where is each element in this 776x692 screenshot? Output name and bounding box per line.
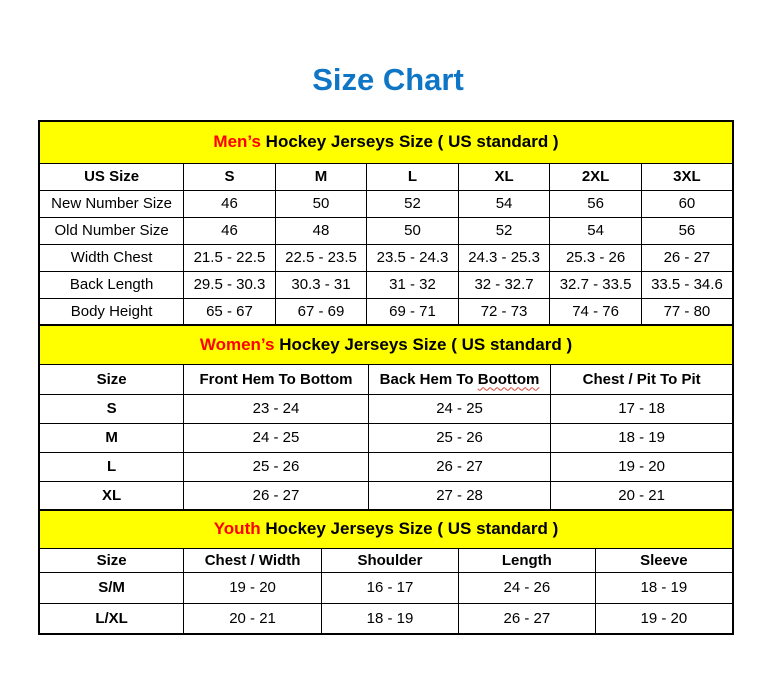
row-label: S/M [39,572,184,603]
table-row [39,452,733,481]
table-cell: 23 - 24 [184,394,369,423]
table-cell: 46 [184,217,276,244]
table-cell: 32 - 32.7 [458,271,550,298]
table-row [39,190,733,217]
spellcheck-squiggle-word: Boottom [477,370,540,388]
table-cell: 65 - 67 [184,298,276,325]
table-cell: 25 - 26 [184,452,369,481]
table-cell: 22.5 - 23.5 [275,244,367,271]
row-label: L/XL [39,603,184,634]
mens-section-highlight: Men’s [213,132,261,152]
youth-section-rest: Hockey Jerseys Size ( US standard ) [260,519,559,539]
womens-column-header-row [39,364,733,394]
row-label: Old Number Size [39,217,184,244]
youth-column-header-row [39,548,733,572]
column-header: Sleeve [595,548,733,572]
table-row [39,298,733,325]
row-label: L [39,452,184,481]
column-header: S [184,163,276,190]
row-label: Back Length [39,271,184,298]
table-cell: 19 - 20 [551,452,733,481]
womens-section-title [39,325,733,364]
table-row [39,572,733,603]
table-cell: 29.5 - 30.3 [184,271,276,298]
misspelled-prefix: Back Hem To [379,370,478,388]
table-cell: 19 - 20 [595,603,733,634]
table-cell: 77 - 80 [641,298,733,325]
table-cell: 32.7 - 33.5 [550,271,642,298]
youth-section-highlight: Youth [213,519,261,539]
column-header: Size [39,364,184,394]
youth-size-table [38,509,734,635]
table-cell: 56 [550,190,642,217]
table-cell: 20 - 21 [551,481,733,510]
youth-section-header [39,510,733,548]
table-cell: 27 - 28 [368,481,551,510]
table-row [39,244,733,271]
womens-section-header [39,325,733,364]
column-header: 3XL [641,163,733,190]
row-label: XL [39,481,184,510]
table-cell: 60 [641,190,733,217]
table-cell: 18 - 19 [595,572,733,603]
size-chart-tables [38,120,734,635]
table-cell: 17 - 18 [551,394,733,423]
table-cell: 26 - 27 [368,452,551,481]
row-label: M [39,423,184,452]
table-cell: 25.3 - 26 [550,244,642,271]
table-cell: 69 - 71 [367,298,459,325]
table-cell: 30.3 - 31 [275,271,367,298]
mens-size-table [38,120,734,326]
table-cell: 26 - 27 [459,603,596,634]
column-header: XL [458,163,550,190]
womens-section-highlight: Women’s [199,334,275,354]
table-cell: 26 - 27 [184,481,369,510]
table-cell: 48 [275,217,367,244]
column-header: US Size [39,163,184,190]
table-row [39,271,733,298]
row-label: Body Height [39,298,184,325]
table-cell: 52 [367,190,459,217]
table-cell: 24 - 25 [184,423,369,452]
table-cell: 25 - 26 [368,423,551,452]
column-header: Chest / Pit To Pit [551,364,733,394]
mens-section-title [39,121,733,163]
table-cell: 31 - 32 [367,271,459,298]
table-cell: 54 [458,190,550,217]
table-cell: 54 [550,217,642,244]
table-cell: 52 [458,217,550,244]
table-row [39,423,733,452]
column-header: M [275,163,367,190]
table-cell: 56 [641,217,733,244]
table-cell: 67 - 69 [275,298,367,325]
table-cell: 19 - 20 [184,572,322,603]
table-cell: 20 - 21 [184,603,322,634]
page-title: Size Chart [312,62,464,97]
womens-size-table [38,324,734,511]
table-cell: 74 - 76 [550,298,642,325]
table-cell: 50 [275,190,367,217]
table-cell: 24 - 26 [459,572,596,603]
table-cell: 26 - 27 [641,244,733,271]
table-cell: 16 - 17 [321,572,458,603]
table-cell: 46 [184,190,276,217]
table-cell: 24.3 - 25.3 [458,244,550,271]
womens-section-rest: Hockey Jerseys Size ( US standard ) [274,334,573,354]
column-header: Shoulder [321,548,458,572]
row-label: Width Chest [39,244,184,271]
column-header: 2XL [550,163,642,190]
table-cell: 18 - 19 [551,423,733,452]
table-cell: 72 - 73 [458,298,550,325]
mens-section-rest: Hockey Jerseys Size ( US standard ) [260,132,559,152]
table-cell: 50 [367,217,459,244]
table-cell: 24 - 25 [368,394,551,423]
row-label: S [39,394,184,423]
row-label: New Number Size [39,190,184,217]
mens-section-header [39,121,733,163]
table-cell: 18 - 19 [321,603,458,634]
table-cell: 23.5 - 24.3 [367,244,459,271]
table-row [39,603,733,634]
column-header: Length [459,548,596,572]
column-header: Size [39,548,184,572]
column-header-misspelled [368,364,551,394]
table-cell: 33.5 - 34.6 [641,271,733,298]
youth-section-title [39,510,733,548]
table-row [39,481,733,510]
column-header: Front Hem To Bottom [184,364,369,394]
table-cell: 21.5 - 22.5 [184,244,276,271]
table-row [39,394,733,423]
column-header: L [367,163,459,190]
column-header: Chest / Width [184,548,322,572]
mens-column-header-row [39,163,733,190]
table-row [39,217,733,244]
